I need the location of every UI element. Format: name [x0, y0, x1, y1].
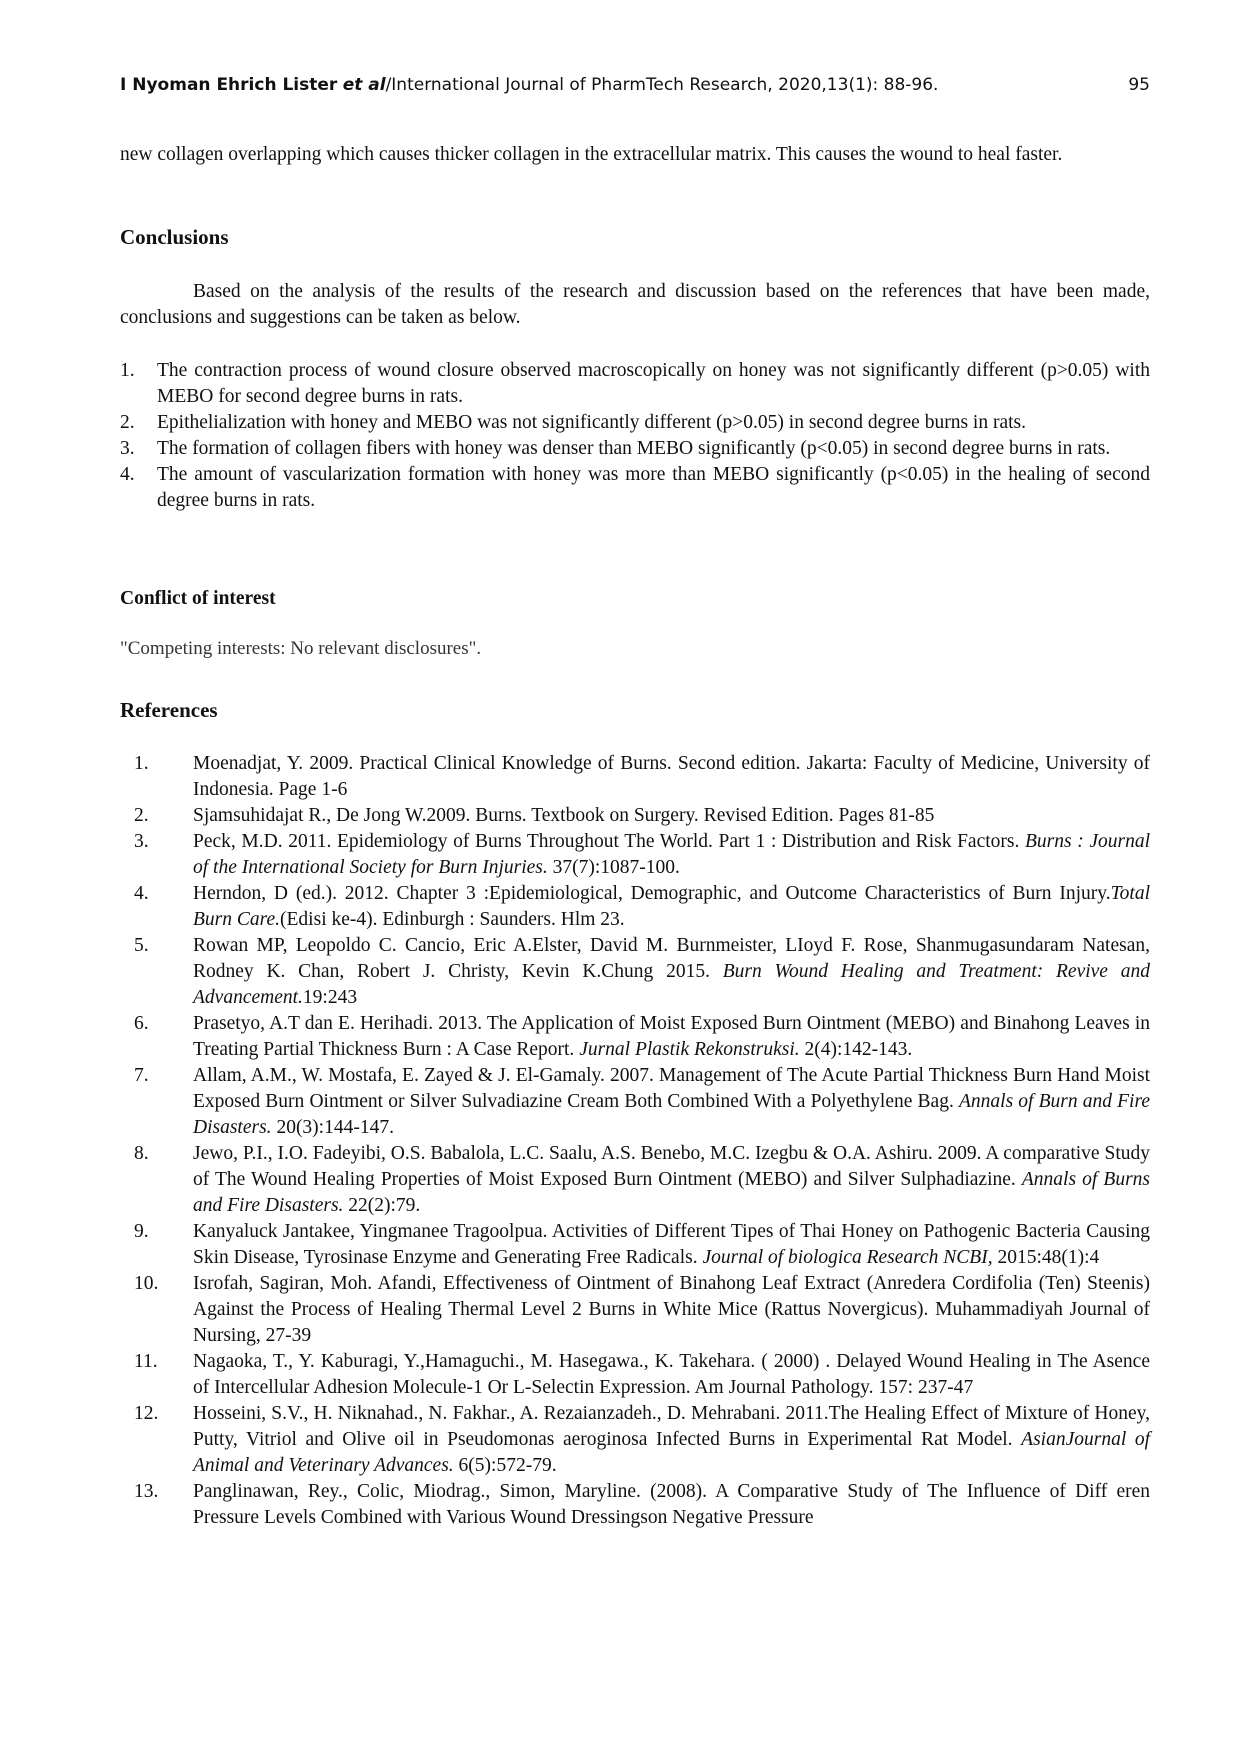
reference-item: [120, 1219, 1150, 1271]
reference-text: Prasetyo, A.T dan E. Herihadi. 2013. The Application of Moist Exposed Burn Ointment (MEBO) and Binahong Leaves in Treating Partial Thickness Burn : A Case Report.: [193, 1013, 1150, 1060]
reference-number: 7.: [134, 1065, 149, 1086]
conclusion-number: 2.: [120, 412, 135, 433]
reference-text: Herndon, D (ed.). 2012. Chapter 3 :Epidemiological, Demographic, and Outcome Characteristics of Burn Injury.: [193, 883, 1111, 904]
reference-number: 5.: [134, 935, 149, 956]
reference-text: Rowan MP, Leopoldo C. Cancio, Eric A.Elster, David M. Burnmeister, LIoyd F. Rose, Shanmugasundaram Natesan, Rodney K. Chan, Robert J. Christy, Kevin K.Chung 2015.: [193, 935, 1150, 982]
reference-item: [120, 751, 1150, 803]
reference-journal: AsianJournal of Animal and Veterinary Advances.: [193, 1429, 1151, 1476]
reference-journal: Annals of Burns and Fire Disasters.: [193, 1169, 1150, 1216]
conclusion-number: 4.: [120, 464, 135, 485]
reference-text: Isrofah, Sagiran, Moh. Afandi, Effectiveness of Ointment of Binahong Leaf Extract (Anredera Cordifolia (Ten) Steenis) Against the Process of Healing Thermal Level 2 Burns in White Mice (Rattus Novergicus). Muhammadiyah Journal of Nursing, 27-39: [193, 1273, 1150, 1346]
conclusion-item: [120, 436, 1150, 462]
reference-item: [120, 803, 1150, 829]
reference-text: Jewo, P.I., I.O. Fadeyibi, O.S. Babalola, L.C. Saalu, A.S. Benebo, M.C. Izegbu & O.A. Ashiru. 2009. A comparative Study of The Wound Healing Properties of Moist Exposed Burn Ointment (MEBO) and Silver Sulphadiazine.: [193, 1143, 1150, 1190]
conclusion-text: The amount of vascularization formation with honey was more than MEBO significantly (p<0.05) in the healing of second degree burns in rats.: [157, 464, 1150, 511]
reference-tail: 2(4):142-143.: [799, 1039, 913, 1060]
reference-number: 12.: [134, 1403, 159, 1424]
header-etal: et al: [342, 75, 386, 95]
intro-paragraph: new collagen overlapping which causes thicker collagen in the extracellular matrix. This causes the wound to heal faster.: [120, 144, 1063, 165]
conclusion-item: [120, 358, 1150, 410]
reference-tail: 19:243: [302, 987, 358, 1008]
reference-journal: Burns : Journal of the International Society for Burn Injuries.: [193, 831, 1150, 878]
reference-text: Panglinawan, Rey., Colic, Miodrag., Simon, Maryline. (2008). A Comparative Study of The Influence of Diff eren Pressure Levels Combined with Various Wound Dressingson Negative Pressure: [193, 1481, 1150, 1528]
reference-item: [120, 829, 1150, 881]
conclusions-paragraph: Based on the analysis of the results of the research and discussion based on the references that have been made, conclusions and suggestions can be taken as below.: [120, 281, 1150, 328]
running-header: [120, 74, 1150, 96]
reference-number: 4.: [134, 883, 149, 904]
reference-text: Moenadjat, Y. 2009. Practical Clinical Knowledge of Burns. Second edition. Jakarta: Faculty of Medicine, University of Indonesia. Page 1-6: [193, 753, 1150, 800]
references-heading: References: [120, 698, 218, 722]
conclusion-text: Epithelialization with honey and MEBO was not significantly different (p>0.05) in second degree burns in rats.: [157, 412, 1026, 433]
conclusion-number: 1.: [120, 360, 135, 381]
reference-text: Peck, M.D. 2011. Epidemiology of Burns Throughout The World. Part 1 : Distribution and Risk Factors.: [193, 831, 1025, 852]
reference-number: 6.: [134, 1013, 149, 1034]
reference-tail: 22(2):79.: [343, 1195, 421, 1216]
reference-item: [120, 1349, 1150, 1401]
page-number: 95: [1128, 75, 1150, 95]
reference-item: [120, 1479, 1150, 1531]
reference-journal: Journal of biologica Research NCBI,: [702, 1247, 993, 1268]
header-authors: I Nyoman Ehrich Lister: [120, 75, 338, 95]
conclusion-item: [120, 410, 1150, 436]
reference-tail: 20(3):144-147.: [271, 1117, 394, 1138]
reference-journal: Jurnal Plastik Rekonstruksi.: [579, 1039, 800, 1060]
reference-journal: Annals of Burn and Fire Disasters.: [193, 1091, 1150, 1138]
reference-number: 1.: [134, 753, 149, 774]
reference-item: [120, 1271, 1150, 1349]
reference-item: [120, 1401, 1150, 1479]
reference-item: [120, 881, 1150, 933]
competing-interests-text: "Competing interests: No relevant disclosures".: [120, 638, 482, 659]
reference-tail: 37(7):1087-100.: [547, 857, 680, 878]
reference-number: 3.: [134, 831, 149, 852]
reference-journal: Total Burn Care.: [193, 883, 1150, 930]
conclusion-number: 3.: [120, 438, 135, 459]
reference-number: 13.: [134, 1481, 159, 1502]
reference-number: 11.: [134, 1351, 158, 1372]
reference-text: Hosseini, S.V., H. Niknahad., N. Fakhar., A. Rezaianzadeh., D. Mehrabani. 2011.The Healing Effect of Mixture of Honey, Putty, Vitriol and Olive oil in Pseudomonas aeroginosa Infected Burns in Experimental Rat Model.: [193, 1403, 1150, 1450]
reference-item: [120, 1063, 1150, 1141]
reference-number: 10.: [134, 1273, 159, 1294]
conclusions-list: [120, 358, 1150, 514]
reference-text: Nagaoka, T., Y. Kaburagi, Y.,Hamaguchi., M. Hasegawa., K. Takehara. ( 2000) . Delayed Wound Healing in The Asence of Intercellular Adhesion Molecule-1 Or L-Selectin Expression. Am Journal Pathology. 157: 237-47: [193, 1351, 1150, 1398]
reference-number: 9.: [134, 1221, 149, 1242]
conclusion-item: [120, 462, 1150, 514]
reference-text: Sjamsuhidajat R., De Jong W.2009. Burns. Textbook on Surgery. Revised Edition. Pages 81-85: [193, 805, 935, 826]
conclusion-text: The formation of collagen fibers with honey was denser than MEBO significantly (p<0.05) in second degree burns in rats.: [157, 438, 1111, 459]
reference-text: Allam, A.M., W. Mostafa, E. Zayed & J. El-Gamaly. 2007. Management of The Acute Partial Thickness Burn Hand Moist Exposed Burn Ointment or Silver Sulvadiazine Cream Both Combined With a Polyethylene Bag.: [193, 1065, 1150, 1112]
conclusion-text: The contraction process of wound closure observed macroscopically on honey was not significantly different (p>0.05) with MEBO for second degree burns in rats.: [157, 360, 1150, 407]
reference-item: [120, 933, 1150, 1011]
reference-journal: Burn Wound Healing and Treatment: Revive and Advancement.: [193, 961, 1150, 1008]
reference-number: 8.: [134, 1143, 149, 1164]
conclusions-heading: Conclusions: [120, 225, 229, 249]
conflict-heading: Conflict of interest: [120, 588, 276, 609]
reference-item: [120, 1141, 1150, 1219]
reference-tail: (Edisi ke-4). Edinburgh : Saunders. Hlm 23.: [280, 909, 625, 930]
reference-tail: 2015:48(1):4: [992, 1247, 1100, 1268]
reference-item: [120, 1011, 1150, 1063]
reference-tail: 6(5):572-79.: [453, 1455, 557, 1476]
reference-list: [120, 751, 1150, 1531]
header-journal: /International Journal of PharmTech Research, 2020,13(1): 88-96.: [385, 75, 939, 95]
reference-number: 2.: [134, 805, 149, 826]
reference-text: Kanyaluck Jantakee, Yingmanee Tragoolpua. Activities of Different Tipes of Thai Honey on Pathogenic Bacteria Causing Skin Disease, Tyrosinase Enzyme and Generating Free Radicals.: [193, 1221, 1150, 1268]
